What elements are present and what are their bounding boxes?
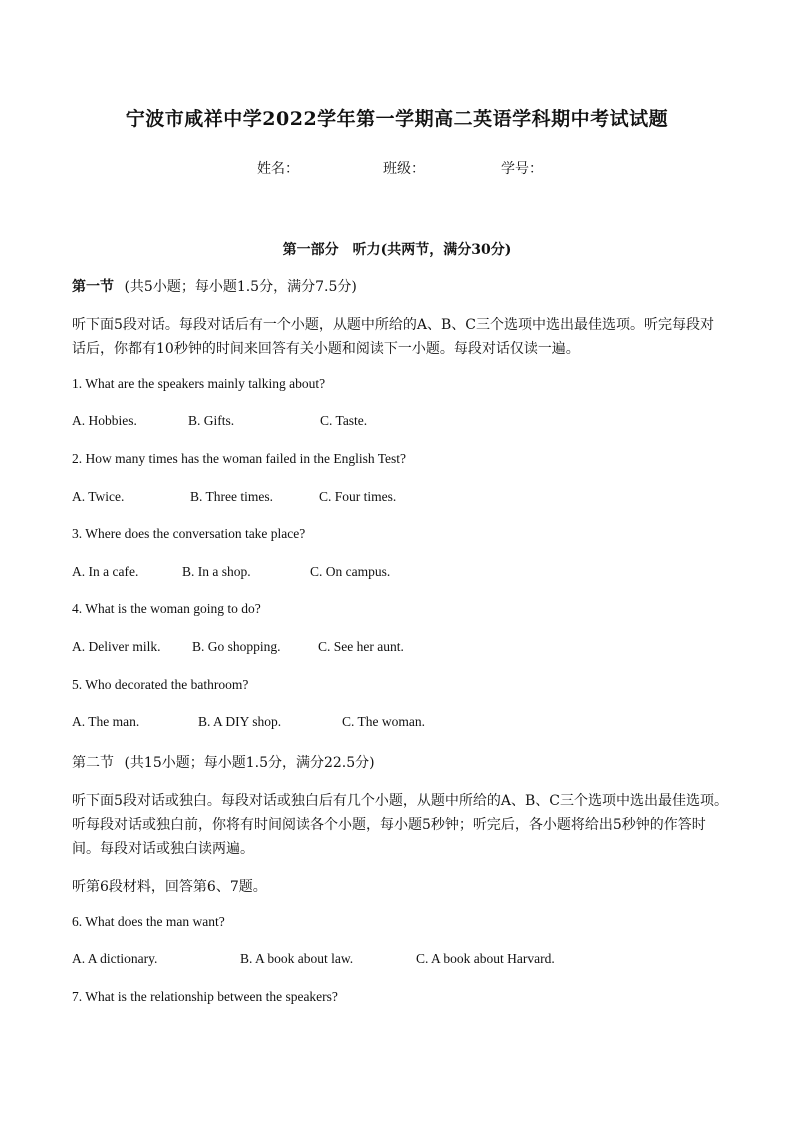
- question-6-option-b: B. A book about law.: [240, 951, 354, 966]
- section1-heading: [72, 276, 357, 296]
- question-5-option-a: A. The man.: [72, 714, 140, 729]
- section2-instructions-line: 听每段对话或独白前，你将有时间阅读各个小题，每小题5秒钟；听完后，各小题将给出5秒钟的作答时: [72, 817, 706, 833]
- question-5-option-c: C. The woman.: [342, 714, 425, 729]
- section2-label: 第二节: [72, 755, 114, 771]
- student-id-label: 学号：: [501, 161, 543, 177]
- question-4-option-c: C. See her aunt.: [318, 639, 404, 654]
- section1-note: (共5小题；每小题1.5分，满分7.5分): [124, 279, 357, 295]
- question-3: 3. Where does the conversation take place?: [72, 526, 306, 541]
- question-3-option-a: A. In a cafe.: [72, 564, 139, 579]
- question-1-option-b: B. Gifts.: [188, 413, 235, 428]
- question-2: 2. How many times has the woman failed in the English Test?: [72, 451, 406, 466]
- question-5: 5. Who decorated the bathroom?: [72, 677, 249, 692]
- section1-instructions-line: 话后，你都有10秒钟的时间来回答有关小题和阅读下一小题。每段对话仅读一遍。: [72, 341, 580, 357]
- section1-instructions-line: 听下面5段对话。每段对话后有一个小题，从题中所给的A、B、C三个选项中选出最佳选项。听完每段对: [72, 317, 715, 333]
- question-3-option-b: B. In a shop.: [182, 564, 251, 579]
- question-4-option-a: A. Deliver milk.: [72, 639, 161, 654]
- exam-title: 宁波市咸祥中学2022学年第一学期高二英语学科期中考试试题: [125, 108, 669, 130]
- question-1: 1. What are the speakers mainly talking about?: [72, 376, 326, 391]
- student-info-row: [0, 158, 794, 180]
- question-6: 6. What does the man want?: [72, 914, 225, 929]
- question-6-option-a: A. A dictionary.: [72, 951, 158, 966]
- question-2-option-b: B. Three times.: [190, 489, 273, 504]
- name-label: 姓名：: [257, 161, 299, 177]
- question-5-option-b: B. A DIY shop.: [198, 714, 282, 729]
- class-label: 班级：: [383, 161, 425, 177]
- question-4: 4. What is the woman going to do?: [72, 601, 261, 616]
- question-3-option-c: C. On campus.: [310, 564, 391, 579]
- part1-heading: 第一部分 听力(共两节，满分30分): [282, 242, 512, 258]
- question-7: 7. What is the relationship between the speakers?: [72, 989, 338, 1004]
- section2-instructions-line: 间。每段对话或独白读两遍。: [72, 841, 254, 857]
- material-note: 听第6段材料，回答第6、7题。: [72, 879, 267, 895]
- question-1-option-a: A. Hobbies.: [72, 413, 137, 428]
- question-1-option-c: C. Taste.: [320, 413, 368, 428]
- question-2-option-c: C. Four times.: [319, 489, 397, 504]
- section2-heading: [72, 752, 375, 772]
- question-2-option-a: A. Twice.: [72, 489, 125, 504]
- section2-note: (共15小题；每小题1.5分，满分22.5分): [124, 755, 375, 771]
- question-6-option-c: C. A book about Harvard.: [416, 951, 555, 966]
- section1-label: 第一节: [72, 279, 114, 295]
- section2-instructions-line: 听下面5段对话或独白。每段对话或独白后有几个小题，从题中所给的A、B、C三个选项中选出最佳选项。: [72, 793, 729, 809]
- question-4-option-b: B. Go shopping.: [192, 639, 281, 654]
